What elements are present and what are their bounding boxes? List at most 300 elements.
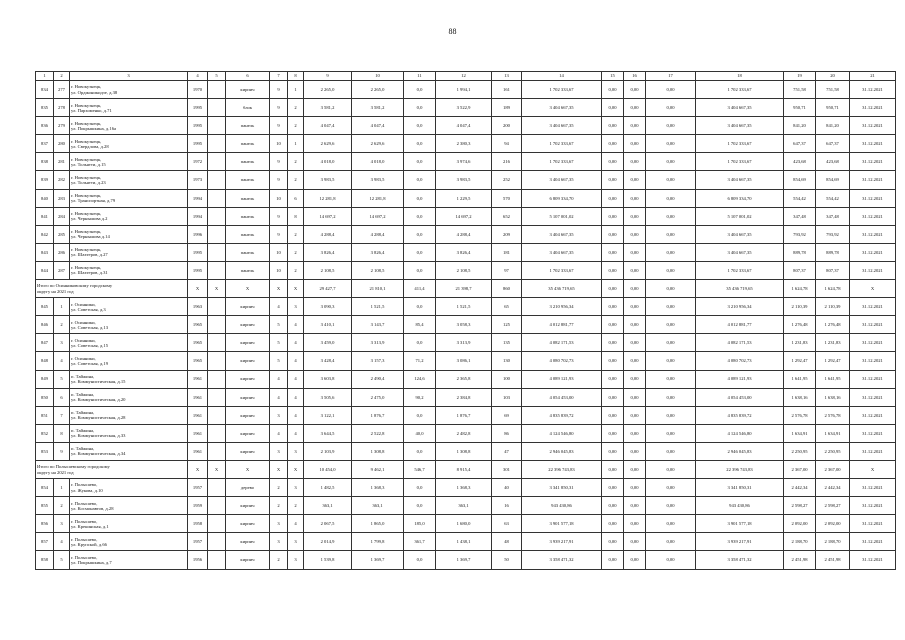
value-cell-9: 29 427,7 bbox=[304, 280, 352, 298]
address-cell bbox=[70, 424, 188, 442]
table-row bbox=[36, 261, 896, 279]
value-cell-6: панель bbox=[226, 117, 270, 135]
value-cell-9: 2 067,5 bbox=[304, 515, 352, 533]
value-cell-19: 2 442,34 bbox=[784, 479, 816, 497]
value-cell-9: 4 288,4 bbox=[304, 225, 352, 243]
value-cell-4: 1995 bbox=[188, 117, 208, 135]
value-cell-17: 0,00 bbox=[646, 280, 696, 298]
value-cell-12: 3 983,5 bbox=[436, 171, 492, 189]
value-cell-4: 1994 bbox=[188, 189, 208, 207]
value-cell-20: 1 638,16 bbox=[816, 388, 850, 406]
value-cell-13: 103 bbox=[492, 388, 522, 406]
item-number-cell: 279 bbox=[54, 117, 70, 135]
value-cell-5 bbox=[208, 442, 226, 460]
table-row bbox=[36, 81, 896, 99]
value-cell-8: 3 bbox=[288, 533, 304, 551]
address-line-2: ул. Чернышова д.14 bbox=[71, 234, 110, 240]
item-number-cell: 9 bbox=[54, 442, 70, 460]
value-cell-13: 125 bbox=[492, 316, 522, 334]
value-cell-10: 3 826,4 bbox=[352, 243, 404, 261]
row-number-cell: 850 bbox=[36, 388, 54, 406]
value-cell-18: 22 396 743,83 bbox=[696, 460, 784, 478]
value-cell-12: 2 482,8 bbox=[436, 424, 492, 442]
address-line-1: г. Новокузнецк, bbox=[71, 138, 102, 144]
value-cell-19: 1 231,83 bbox=[784, 334, 816, 352]
value-cell-7: 4 bbox=[270, 388, 288, 406]
value-cell-15: 0,00 bbox=[602, 117, 624, 135]
value-cell-5 bbox=[208, 135, 226, 153]
table-row bbox=[36, 424, 896, 442]
value-cell-8: 1 bbox=[288, 135, 304, 153]
value-cell-6: кирпич bbox=[226, 424, 270, 442]
address-cell bbox=[70, 515, 188, 533]
value-cell-14: 4 835 839,72 bbox=[522, 406, 602, 424]
value-cell-6: панель bbox=[226, 243, 270, 261]
value-cell-14: 4 082 171,53 bbox=[522, 334, 602, 352]
value-cell-18: 4 080 702,73 bbox=[696, 352, 784, 370]
row-number-cell: 844 bbox=[36, 261, 54, 279]
address-line-2: ул. Космонавтов, д.28 bbox=[71, 505, 114, 511]
value-cell-11: 0,0 bbox=[404, 189, 436, 207]
value-cell-8: 4 bbox=[288, 406, 304, 424]
value-cell-5: X bbox=[208, 460, 226, 478]
row-number-cell: 839 bbox=[36, 171, 54, 189]
total-label-cell bbox=[36, 280, 188, 298]
value-cell-4: 1957 bbox=[188, 479, 208, 497]
value-cell-13: 860 bbox=[492, 280, 522, 298]
value-cell-5 bbox=[208, 117, 226, 135]
value-cell-10: 3 157,3 bbox=[352, 352, 404, 370]
row-number-cell: 847 bbox=[36, 334, 54, 352]
address-cell bbox=[70, 81, 188, 99]
value-cell-18: 3 939 217,91 bbox=[696, 533, 784, 551]
value-cell-10: 4 018,0 bbox=[352, 153, 404, 171]
address-line-1: г. Полысаево, bbox=[71, 536, 98, 542]
value-cell-21: 31.12.2021 bbox=[850, 334, 896, 352]
table-row bbox=[36, 243, 896, 261]
value-cell-21: 31.12.2021 bbox=[850, 479, 896, 497]
value-cell-14: 1 702 333,67 bbox=[522, 81, 602, 99]
value-cell-18: 5 107 001,02 bbox=[696, 207, 784, 225]
value-cell-11: 0,0 bbox=[404, 117, 436, 135]
value-cell-16: 0,00 bbox=[624, 388, 646, 406]
table-row bbox=[36, 117, 896, 135]
value-cell-4: X bbox=[188, 460, 208, 478]
value-cell-12: 2 365,8 bbox=[436, 370, 492, 388]
value-cell-21: 31.12.2021 bbox=[850, 316, 896, 334]
address-line-2: ул. Коммунистическая, д.20 bbox=[71, 397, 126, 403]
column-number-cell: 20 bbox=[816, 72, 850, 81]
value-cell-19: 1 638,16 bbox=[784, 388, 816, 406]
value-cell-16: 0,00 bbox=[624, 153, 646, 171]
value-cell-13: 50 bbox=[492, 551, 522, 569]
value-cell-7: 9 bbox=[270, 99, 288, 117]
item-number-cell: 282 bbox=[54, 171, 70, 189]
value-cell-4: 1996 bbox=[188, 225, 208, 243]
value-cell-17: 0,00 bbox=[646, 171, 696, 189]
value-cell-5 bbox=[208, 334, 226, 352]
value-cell-8: 4 bbox=[288, 352, 304, 370]
value-cell-21: 31.12.2021 bbox=[850, 117, 896, 135]
column-number-cell: 9 bbox=[304, 72, 352, 81]
value-cell-21: 31.12.2021 bbox=[850, 533, 896, 551]
value-cell-6: кирпич bbox=[226, 551, 270, 569]
row-number-cell: 856 bbox=[36, 515, 54, 533]
address-cell bbox=[70, 370, 188, 388]
value-cell-15: 0,00 bbox=[602, 207, 624, 225]
value-cell-13: 86 bbox=[492, 424, 522, 442]
value-cell-19: 2 367,00 bbox=[784, 460, 816, 478]
value-cell-21: 31.12.2021 bbox=[850, 99, 896, 117]
column-number-row bbox=[36, 72, 896, 81]
value-cell-8: 4 bbox=[288, 334, 304, 352]
value-cell-12: 3 522,9 bbox=[436, 99, 492, 117]
value-cell-15: 0,00 bbox=[602, 189, 624, 207]
value-cell-7: 2 bbox=[270, 497, 288, 515]
row-number-cell: 841 bbox=[36, 207, 54, 225]
value-cell-15: 0,00 bbox=[602, 225, 624, 243]
value-cell-13: 69 bbox=[492, 406, 522, 424]
address-cell bbox=[70, 479, 188, 497]
value-cell-5: X bbox=[208, 280, 226, 298]
table-row bbox=[36, 515, 896, 533]
total-row bbox=[36, 280, 896, 298]
value-cell-20: 1 641,95 bbox=[816, 370, 850, 388]
value-cell-4: 1973 bbox=[188, 171, 208, 189]
address-cell bbox=[70, 352, 188, 370]
value-cell-11: 185,0 bbox=[404, 515, 436, 533]
table-row bbox=[36, 207, 896, 225]
value-cell-5 bbox=[208, 388, 226, 406]
value-cell-6: кирпич bbox=[226, 298, 270, 316]
value-cell-13: 209 bbox=[492, 225, 522, 243]
address-line-1: п. Тайжина, bbox=[71, 410, 95, 416]
address-line-1: г. Осинники, bbox=[71, 319, 96, 325]
value-cell-9: 10 454,0 bbox=[304, 460, 352, 478]
value-cell-21: 31.12.2021 bbox=[850, 171, 896, 189]
value-cell-17: 0,00 bbox=[646, 551, 696, 569]
value-cell-8: 4 bbox=[288, 370, 304, 388]
value-cell-9: 1 482,5 bbox=[304, 479, 352, 497]
value-cell-5 bbox=[208, 189, 226, 207]
item-number-cell: 1 bbox=[54, 479, 70, 497]
value-cell-10: 363,1 bbox=[352, 497, 404, 515]
value-cell-8: 8 bbox=[288, 207, 304, 225]
value-cell-20: 347,48 bbox=[816, 207, 850, 225]
value-cell-13: 40 bbox=[492, 479, 522, 497]
value-cell-5 bbox=[208, 207, 226, 225]
row-number-cell: 834 bbox=[36, 81, 54, 99]
value-cell-13: 652 bbox=[492, 207, 522, 225]
address-line-1: Итого по Полысаевскому городскому bbox=[37, 464, 110, 470]
value-cell-16: 0,00 bbox=[624, 442, 646, 460]
value-cell-14: 4 124 546,80 bbox=[522, 424, 602, 442]
value-cell-15: 0,00 bbox=[602, 298, 624, 316]
value-cell-14: 1 702 333,67 bbox=[522, 153, 602, 171]
value-cell-4: 1963 bbox=[188, 298, 208, 316]
value-cell-7: 9 bbox=[270, 153, 288, 171]
value-cell-21: 31.12.2021 bbox=[850, 442, 896, 460]
value-cell-4: 1957 bbox=[188, 533, 208, 551]
address-cell bbox=[70, 388, 188, 406]
value-cell-14: 35 436 719,65 bbox=[522, 280, 602, 298]
value-cell-5 bbox=[208, 533, 226, 551]
value-cell-9: 3 505,6 bbox=[304, 388, 352, 406]
value-cell-19: 647,37 bbox=[784, 135, 816, 153]
value-cell-21: 31.12.2021 bbox=[850, 243, 896, 261]
value-cell-10: 2 475,0 bbox=[352, 388, 404, 406]
value-cell-17: 0,00 bbox=[646, 533, 696, 551]
value-cell-13: 161 bbox=[492, 81, 522, 99]
value-cell-7: X bbox=[270, 460, 288, 478]
row-number-cell: 843 bbox=[36, 243, 54, 261]
value-cell-21: 31.12.2021 bbox=[850, 406, 896, 424]
total-label-cell bbox=[36, 460, 188, 478]
value-cell-19: 423,68 bbox=[784, 153, 816, 171]
table-row bbox=[36, 99, 896, 117]
address-line-1: г. Полысаево, bbox=[71, 554, 98, 560]
value-cell-16: 0,00 bbox=[624, 81, 646, 99]
value-cell-14: 3 939 217,91 bbox=[522, 533, 602, 551]
value-cell-10: 1 876,7 bbox=[352, 406, 404, 424]
value-cell-13: 181 bbox=[492, 243, 522, 261]
value-cell-20: 2 576,78 bbox=[816, 406, 850, 424]
item-number-cell: 277 bbox=[54, 81, 70, 99]
column-number-cell: 7 bbox=[270, 72, 288, 81]
value-cell-16: 0,00 bbox=[624, 551, 646, 569]
value-cell-6: кирпич bbox=[226, 370, 270, 388]
row-number-cell: 851 bbox=[36, 406, 54, 424]
value-cell-12: 3 974,6 bbox=[436, 153, 492, 171]
value-cell-19: 950,71 bbox=[784, 99, 816, 117]
value-cell-5 bbox=[208, 551, 226, 569]
address-cell bbox=[70, 261, 188, 279]
value-cell-12: 1 369,7 bbox=[436, 551, 492, 569]
address-line-2: округу на 2021 год bbox=[37, 288, 74, 294]
address-line-2: ул. Советская, д.13 bbox=[71, 324, 109, 330]
value-cell-4: 1995 bbox=[188, 99, 208, 117]
value-cell-4: 1965 bbox=[188, 334, 208, 352]
value-cell-10: 1 368,3 bbox=[352, 479, 404, 497]
value-cell-5 bbox=[208, 316, 226, 334]
value-cell-11: 0,0 bbox=[404, 261, 436, 279]
value-cell-6: панель bbox=[226, 261, 270, 279]
value-cell-18: 4 054 453,00 bbox=[696, 388, 784, 406]
column-number-cell: 19 bbox=[784, 72, 816, 81]
value-cell-17: 0,00 bbox=[646, 225, 696, 243]
value-cell-5 bbox=[208, 406, 226, 424]
value-cell-12: 21 398,7 bbox=[436, 280, 492, 298]
address-cell bbox=[70, 334, 188, 352]
address-cell bbox=[70, 207, 188, 225]
value-cell-16: 0,00 bbox=[624, 515, 646, 533]
address-line-1: Итого по Осинниковскому городскому bbox=[37, 283, 113, 289]
value-cell-7: 2 bbox=[270, 551, 288, 569]
address-line-2: ул. Крекинская, д.1 bbox=[71, 523, 109, 529]
value-cell-5 bbox=[208, 261, 226, 279]
value-cell-8: 4 bbox=[288, 515, 304, 533]
value-cell-9: 3 983,5 bbox=[304, 171, 352, 189]
value-cell-6: дерево bbox=[226, 479, 270, 497]
table-row bbox=[36, 135, 896, 153]
value-cell-21: 31.12.2021 bbox=[850, 424, 896, 442]
value-cell-18: 4 082 171,53 bbox=[696, 334, 784, 352]
value-cell-16: 0,00 bbox=[624, 99, 646, 117]
address-line-2: ул. Чернышова д.2 bbox=[71, 216, 108, 222]
item-number-cell: 5 bbox=[54, 370, 70, 388]
value-cell-19: 1 292,47 bbox=[784, 352, 816, 370]
address-line-2: ул. Коммунистическая, д.15 bbox=[71, 379, 126, 385]
value-cell-8: X bbox=[288, 460, 304, 478]
value-cell-5 bbox=[208, 243, 226, 261]
value-cell-12: 4 047,4 bbox=[436, 117, 492, 135]
value-cell-18: 3 404 667,35 bbox=[696, 243, 784, 261]
value-cell-9: 3 428,4 bbox=[304, 352, 352, 370]
value-cell-16: 0,00 bbox=[624, 243, 646, 261]
value-cell-17: 0,00 bbox=[646, 352, 696, 370]
table-row bbox=[36, 370, 896, 388]
row-number-cell: 846 bbox=[36, 316, 54, 334]
value-cell-12: 14 697,2 bbox=[436, 207, 492, 225]
value-cell-5 bbox=[208, 424, 226, 442]
value-cell-13: 200 bbox=[492, 117, 522, 135]
value-cell-14: 3 404 667,35 bbox=[522, 99, 602, 117]
value-cell-12: 1 994,1 bbox=[436, 81, 492, 99]
value-cell-19: 2 188,70 bbox=[784, 533, 816, 551]
value-cell-8: 1 bbox=[288, 81, 304, 99]
value-cell-15: 0,00 bbox=[602, 153, 624, 171]
value-cell-6: кирпич bbox=[226, 406, 270, 424]
table-row bbox=[36, 497, 896, 515]
row-number-cell: 858 bbox=[36, 551, 54, 569]
value-cell-10: 4 288,4 bbox=[352, 225, 404, 243]
value-cell-21: X bbox=[850, 280, 896, 298]
value-cell-18: 1 702 333,67 bbox=[696, 153, 784, 171]
value-cell-20: 751,58 bbox=[816, 81, 850, 99]
value-cell-20: 1 231,83 bbox=[816, 334, 850, 352]
value-cell-16: 0,00 bbox=[624, 135, 646, 153]
value-cell-16: 0,00 bbox=[624, 479, 646, 497]
value-cell-9: 3 122,1 bbox=[304, 406, 352, 424]
item-number-cell: 2 bbox=[54, 316, 70, 334]
value-cell-17: 0,00 bbox=[646, 316, 696, 334]
value-cell-9: 1 539,8 bbox=[304, 551, 352, 569]
value-cell-5 bbox=[208, 225, 226, 243]
value-cell-7: 3 bbox=[270, 442, 288, 460]
value-cell-14: 22 396 743,83 bbox=[522, 460, 602, 478]
value-cell-4: 1958 bbox=[188, 515, 208, 533]
value-cell-16: 0,00 bbox=[624, 370, 646, 388]
value-cell-15: 0,00 bbox=[602, 460, 624, 478]
value-cell-17: 0,00 bbox=[646, 117, 696, 135]
value-cell-21: 31.12.2021 bbox=[850, 135, 896, 153]
value-cell-10: 1 521,5 bbox=[352, 298, 404, 316]
address-line-2: ул. Пархоменко, д.71 bbox=[71, 107, 112, 113]
address-cell bbox=[70, 189, 188, 207]
row-number-cell: 854 bbox=[36, 479, 54, 497]
value-cell-10: 3 143,7 bbox=[352, 316, 404, 334]
value-cell-21: 31.12.2021 bbox=[850, 551, 896, 569]
value-cell-16: 0,00 bbox=[624, 225, 646, 243]
value-cell-4: 1956 bbox=[188, 551, 208, 569]
value-cell-10: 2 108,5 bbox=[352, 261, 404, 279]
value-cell-15: 0,00 bbox=[602, 551, 624, 569]
value-cell-18: 3 358 471,32 bbox=[696, 551, 784, 569]
value-cell-18: 3 901 577,18 bbox=[696, 515, 784, 533]
address-line-1: г. Новокузнецк, bbox=[71, 120, 102, 126]
value-cell-21: 31.12.2021 bbox=[850, 261, 896, 279]
address-line-2: ул. Жукова, д.10 bbox=[71, 487, 103, 493]
value-cell-17: 0,00 bbox=[646, 334, 696, 352]
value-cell-21: 31.12.2021 bbox=[850, 189, 896, 207]
address-line-2: округу на 2021 год bbox=[37, 469, 74, 475]
value-cell-11: 0,0 bbox=[404, 334, 436, 352]
value-cell-4: 1995 bbox=[188, 135, 208, 153]
value-cell-14: 3 404 667,35 bbox=[522, 171, 602, 189]
address-line-1: п. Тайжина, bbox=[71, 392, 95, 397]
value-cell-20: 2 451,98 bbox=[816, 551, 850, 569]
value-cell-7: 5 bbox=[270, 316, 288, 334]
address-line-1: г. Полысаево, bbox=[71, 518, 98, 524]
value-cell-10: 2 490,4 bbox=[352, 370, 404, 388]
value-cell-20: 1 292,47 bbox=[816, 352, 850, 370]
item-number-cell: 7 bbox=[54, 406, 70, 424]
value-cell-15: 0,00 bbox=[602, 533, 624, 551]
value-cell-6: панель bbox=[226, 153, 270, 171]
address-cell bbox=[70, 533, 188, 551]
value-cell-7: 10 bbox=[270, 189, 288, 207]
value-cell-15: 0,00 bbox=[602, 479, 624, 497]
value-cell-20: 889,78 bbox=[816, 243, 850, 261]
column-number-cell: 11 bbox=[404, 72, 436, 81]
value-cell-21: 31.12.2021 bbox=[850, 352, 896, 370]
value-cell-7: 2 bbox=[270, 479, 288, 497]
value-cell-5 bbox=[208, 497, 226, 515]
value-cell-6: блок bbox=[226, 99, 270, 117]
address-cell bbox=[70, 551, 188, 569]
address-line-1: г. Новокузнецк, bbox=[71, 192, 102, 198]
column-number-cell: 16 bbox=[624, 72, 646, 81]
value-cell-14: 3 404 667,35 bbox=[522, 117, 602, 135]
value-cell-15: 0,00 bbox=[602, 171, 624, 189]
value-cell-18: 6 809 334,70 bbox=[696, 189, 784, 207]
address-line-1: г. Осинники, bbox=[71, 301, 96, 307]
address-cell bbox=[70, 316, 188, 334]
value-cell-10: 3 983,5 bbox=[352, 171, 404, 189]
address-line-2: ул. Советская, д.19 bbox=[71, 360, 109, 366]
value-cell-19: 2 110,39 bbox=[784, 298, 816, 316]
value-cell-14: 1 702 333,67 bbox=[522, 261, 602, 279]
item-number-cell: 284 bbox=[54, 207, 70, 225]
address-line-1: п. Тайжина, bbox=[71, 373, 95, 379]
value-cell-4: 1961 bbox=[188, 424, 208, 442]
value-cell-13: 94 bbox=[492, 135, 522, 153]
value-cell-8: 3 bbox=[288, 479, 304, 497]
value-cell-19: 793,92 bbox=[784, 225, 816, 243]
address-line-2: ул. Шахтеров, д.27 bbox=[71, 252, 108, 258]
address-line-1: п. Тайжина, bbox=[71, 428, 95, 434]
value-cell-16: 0,00 bbox=[624, 261, 646, 279]
value-cell-8: 2 bbox=[288, 497, 304, 515]
value-cell-18: 1 702 333,67 bbox=[696, 81, 784, 99]
address-cell bbox=[70, 135, 188, 153]
value-cell-15: 0,00 bbox=[602, 388, 624, 406]
value-cell-19: 554,42 bbox=[784, 189, 816, 207]
value-cell-14: 6 809 334,70 bbox=[522, 189, 602, 207]
value-cell-20: 2 188,70 bbox=[816, 533, 850, 551]
value-cell-7: X bbox=[270, 280, 288, 298]
value-cell-15: 0,00 bbox=[602, 243, 624, 261]
